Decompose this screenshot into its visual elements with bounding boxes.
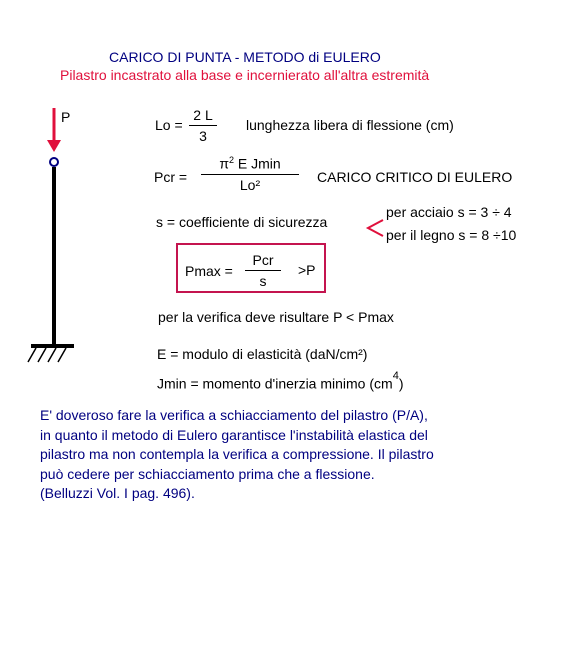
pcr-denominator: Lo²: [239, 176, 261, 193]
fixed-support-hatch: [28, 348, 66, 362]
elastic-modulus: E = modulo di elasticità (daN/cm²): [157, 346, 368, 362]
pmax-numerator: Pcr: [252, 252, 274, 268]
safety-coefficient: s = coefficiente di sicurezza: [156, 214, 328, 230]
pmax-fraction: [245, 251, 281, 290]
load-label: P: [61, 109, 71, 125]
inertia-text: Jmin = momento d'inerzia minimo (cm: [157, 375, 393, 392]
note-line: (Belluzzi Vol. I pag. 496).: [40, 485, 195, 501]
pmax-denominator: s: [259, 273, 267, 289]
note-line: E' doveroso fare la verifica a schiacciamento del pilastro (P/A),: [40, 407, 428, 423]
pcr-lhs: Pcr =: [154, 169, 188, 185]
page-title: CARICO DI PUNTA - METODO di EULERO: [109, 49, 381, 65]
lo-description: lunghezza libera di flessione (cm): [246, 117, 454, 133]
inertia-close: ): [398, 375, 404, 392]
note-line: può cedere per schiacciamento prima che a flessione.: [40, 465, 375, 482]
inertia-moment: [157, 370, 404, 392]
pi-symbol: π: [219, 155, 229, 172]
lo-numerator: 2 L: [193, 107, 213, 123]
note-line: pilastro ma non contempla la verifica a compressione. Il pilastro: [40, 446, 434, 462]
lo-denominator: 3: [199, 128, 207, 144]
pcr-fraction: [201, 151, 299, 194]
lo-lhs: Lo =: [155, 117, 183, 133]
note-paragraph: [40, 406, 540, 504]
load-arrow-head: [47, 140, 61, 152]
pmax-rhs: >P: [298, 262, 316, 278]
hinge-icon: [50, 158, 58, 166]
note-line: in quanto il metodo di Eulero garantisce l'instabilità elastica del: [40, 426, 428, 443]
page-subtitle: Pilastro incastrato alla base e incernierato all'altra estremità: [60, 67, 430, 83]
coefficient-brace: [368, 220, 383, 236]
pmax-lhs: Pmax =: [185, 263, 233, 279]
wood-coefficient: per il legno s = 8 ÷10: [386, 227, 517, 243]
verify-condition: per la verifica deve risultare P < Pmax: [158, 309, 394, 325]
pcr-numerator-rest: E Jmin: [237, 155, 281, 172]
steel-coefficient: per acciaio s = 3 ÷ 4: [386, 204, 512, 220]
inertia-exponent: 4: [392, 370, 399, 382]
pcr-description: CARICO CRITICO DI EULERO: [317, 169, 513, 185]
lo-fraction: [189, 106, 217, 145]
pi-exponent: 2: [228, 155, 234, 165]
